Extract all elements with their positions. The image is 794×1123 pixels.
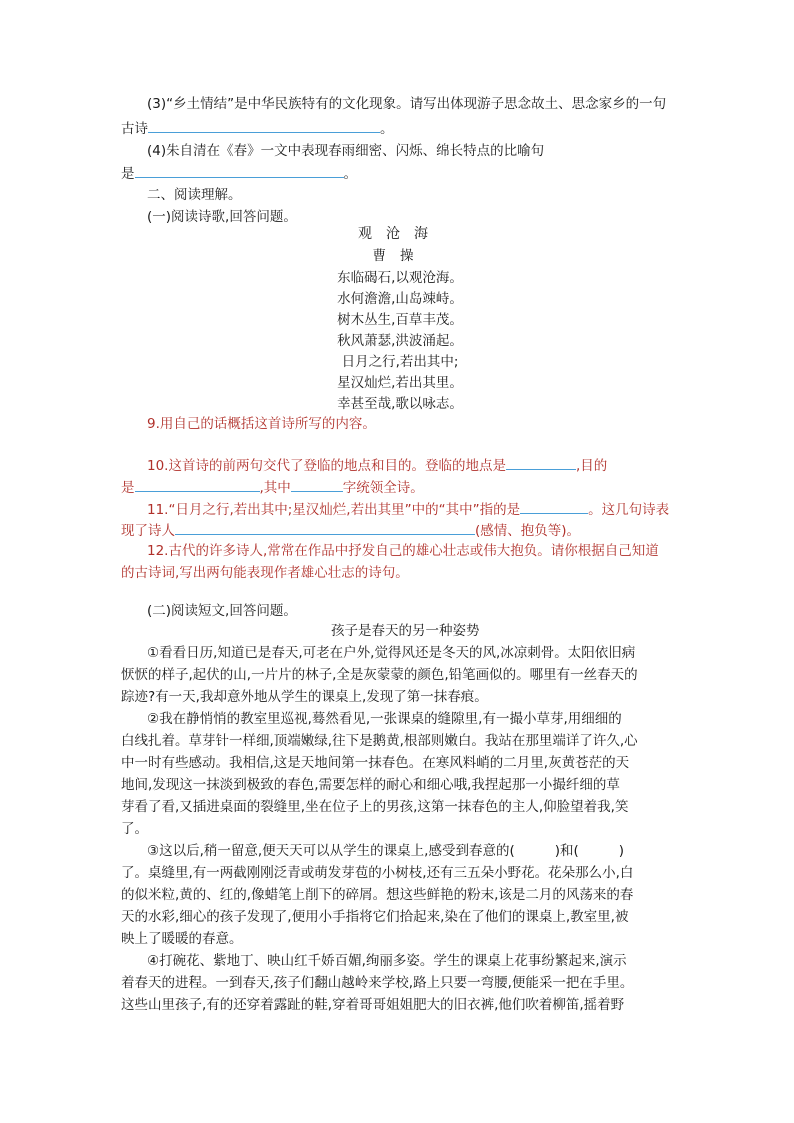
essay-line: ①看看日历,知道已是春天,可老在户外,觉得风还是冬天的风,冰凉刺骨。太阳依旧病 bbox=[147, 645, 636, 661]
poem-line: 树木丛生,百草丰茂。 bbox=[337, 312, 463, 328]
q12-line2: 的古诗词,写出两句能表现作者雄心壮志的诗句。 bbox=[121, 565, 409, 581]
q11-suffix1: 。这几句诗表 bbox=[588, 502, 670, 518]
essay-line: 这些山里孩子,有的还穿着露趾的鞋,穿着哥哥姐姐肥大的旧衣裤,他们吹着柳笛,摇着野 bbox=[121, 997, 625, 1013]
section2-heading: 二、阅读理解。 bbox=[147, 187, 242, 203]
q3-suffix: 。 bbox=[380, 121, 394, 137]
q11-line2-prefix: 现了诗人 bbox=[121, 523, 175, 539]
essay-line: ④打碗花、紫地丁、映山红千娇百媚,绚丽多姿。学生的课桌上花事纷繁起来,演示 bbox=[147, 953, 627, 969]
part2-heading: (二)阅读短文,回答问题。 bbox=[147, 603, 297, 619]
q10-suffix2: 字统领全诗。 bbox=[342, 480, 424, 496]
essay-line: 白线扎着。草芽针一样细,顶端嫩绿,往下是鹅黄,根部则嫩白。我站在那里端详了许久,心 bbox=[121, 733, 638, 749]
poem-title: 观沧海 bbox=[358, 226, 442, 242]
q4-prefix: 是 bbox=[121, 166, 135, 182]
part1-heading: (一)阅读诗歌,回答问题。 bbox=[147, 209, 297, 225]
essay-line: 映上了暖暖的春意。 bbox=[121, 931, 243, 947]
q4-line1: (4)朱自清在《春》一文中表现春雨细密、闪烁、绵长特点的比喻句 bbox=[147, 143, 545, 159]
q3-line1: (3)“乡土情结”是中华民族特有的文化现象。请写出体现游子思念故土、思念家乡的一句 bbox=[147, 96, 667, 112]
q4-suffix: 。 bbox=[343, 166, 357, 182]
q10-word-blank[interactable] bbox=[291, 477, 343, 492]
essay-line: 天的水彩,细心的孩子发现了,便用小手指将它们拾起来,染在了他们的课桌上,教室里,被 bbox=[121, 909, 629, 925]
q3-line2 bbox=[121, 118, 394, 139]
essay-line: 了。桌缝里,有一两截刚刚泛青或萌发芽苞的小树枝,还有三五朵小野花。花朵那么小,白 bbox=[121, 865, 634, 881]
poem-line: 秋风萧瑟,洪波涌起。 bbox=[337, 333, 463, 349]
q3-answer-blank[interactable] bbox=[148, 118, 380, 133]
q11-line2 bbox=[121, 520, 580, 541]
poem-line: 幸甚至哉,歌以咏志。 bbox=[337, 396, 463, 412]
q4-answer-blank[interactable] bbox=[135, 163, 344, 178]
q10-purpose-blank[interactable] bbox=[135, 477, 260, 492]
essay-line: 恹恹的样子,起伏的山,一片片的林子,全是灰蒙蒙的颜色,铅笔画似的。哪里有一丝春天的 bbox=[121, 667, 638, 683]
essay-line: ②我在静悄悄的教室里巡视,蓦然看见,一张课桌的缝隙里,有一撮小草芽,用细细的 bbox=[147, 711, 622, 727]
essay-line bbox=[147, 841, 624, 861]
p3-text-c: ) bbox=[618, 843, 625, 859]
poem-author: 曹操 bbox=[372, 248, 428, 264]
q12-line1: 12.古代的许多诗人,常常在作品中抒发自己的雄心壮志或伟大抱负。请你根据自己知道 bbox=[147, 543, 659, 559]
q4-line2 bbox=[121, 163, 357, 184]
q10-place-blank[interactable] bbox=[506, 455, 576, 470]
q10-prefix: 10.这首诗的前两句交代了登临的地点和目的。登临的地点是 bbox=[147, 458, 506, 474]
q3-prefix: 古诗 bbox=[121, 121, 148, 137]
q10-mid: ,其中 bbox=[259, 480, 291, 496]
p3-text-a: ③这以后,稍一留意,便天天可以从学生的课桌上,感受到春意的( bbox=[147, 843, 515, 859]
essay-line: 芽看了看,又插进桌面的裂缝里,坐在位子上的男孩,这第一抹春色的主人,仰脸望着我,笑 bbox=[121, 799, 629, 815]
poem-line: 星汉灿烂,若出其里。 bbox=[337, 375, 463, 391]
q10-line2-prefix: 是 bbox=[121, 480, 135, 496]
q10-suffix1: ,目的 bbox=[575, 458, 608, 474]
q11-feeling-blank[interactable] bbox=[175, 520, 475, 535]
essay-line: 踪迹?有一天,我却意外地从学生的课桌上,发现了第一抹春痕。 bbox=[121, 689, 488, 705]
q11-refer-blank[interactable] bbox=[520, 499, 588, 514]
q9: 9.用自己的话概括这首诗所写的内容。 bbox=[147, 416, 376, 432]
q11-line1 bbox=[147, 499, 669, 520]
q11-suffix2: (感情、抱负等)。 bbox=[475, 523, 581, 539]
essay-line: 的似米粒,黄的、红的,像蜡笔上削下的碎屑。想这些鲜艳的粉末,该是二月的风荡来的春 bbox=[121, 887, 634, 903]
essay-line: 中一时有些感动。我相信,这是天地间第一抹春色。在寒风料峭的二月里,灰黄苍茫的天 bbox=[121, 755, 630, 771]
poem-line: 日月之行,若出其中; bbox=[341, 354, 459, 370]
poem-line: 东临碣石,以观沧海。 bbox=[337, 270, 463, 286]
q10-line2 bbox=[121, 477, 424, 498]
p3-text-b: )和( bbox=[554, 843, 579, 859]
q10-line1 bbox=[147, 455, 607, 476]
essay-line: 着春天的进程。一到春天,孩子们翻山越岭来学校,路上只要一弯腰,便能采一把在手里。 bbox=[121, 975, 634, 991]
q11-prefix: 11.“日月之行,若出其中;星汉灿烂,若出其里”中的“其中”指的是 bbox=[147, 502, 521, 518]
poem-line: 水何澹澹,山岛竦峙。 bbox=[337, 291, 463, 307]
essay-line: 了。 bbox=[121, 821, 148, 837]
essay-title: 孩子是春天的另一种姿势 bbox=[331, 623, 480, 639]
essay-line: 地间,发现这一抹淡到极致的春色,需要怎样的耐心和细心哦,我捏起那一小撮纤细的草 bbox=[121, 777, 620, 793]
